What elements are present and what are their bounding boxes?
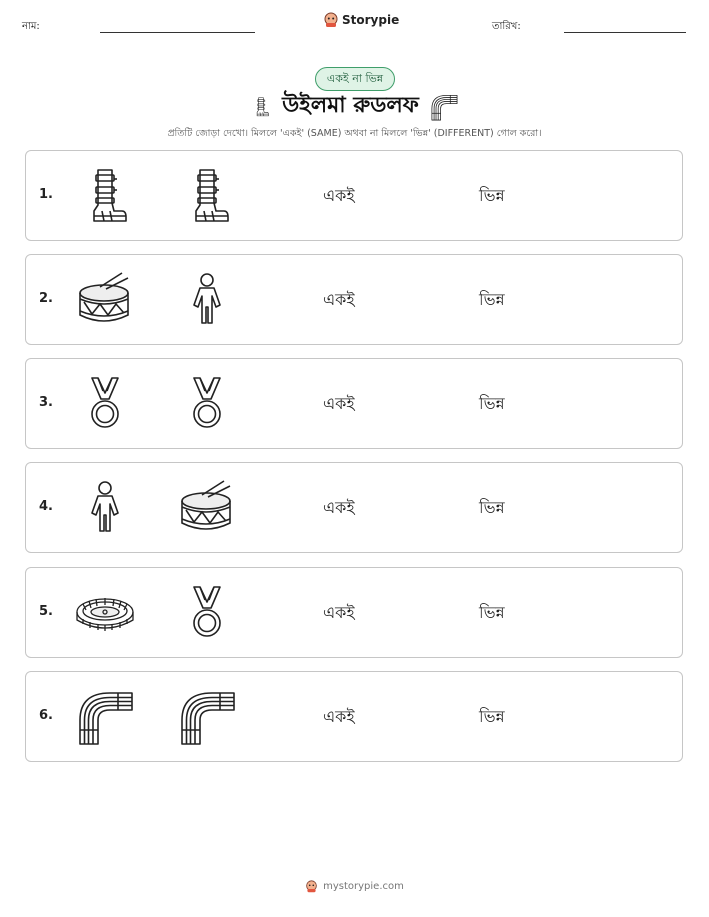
question-number: 3. [39,395,53,410]
question-row [25,254,683,345]
same-option[interactable]: একই [323,394,355,413]
question-row [25,567,683,658]
footer-site: mystorypie.com [323,881,404,892]
storypie-mascot-icon [305,880,318,893]
different-option[interactable]: ভিন্ন [479,603,505,622]
date-label: তারিখ: [492,21,521,32]
brand-name: Storypie [342,13,400,27]
running-track-icon [176,686,238,748]
drum-icon [176,477,238,539]
different-option[interactable]: ভিন্ন [479,290,505,309]
same-option[interactable]: একই [323,707,355,726]
question-row [25,150,683,241]
medal-icon [74,373,136,435]
question-number: 1. [39,187,53,202]
stadium-icon [74,582,136,644]
instructions: প্রতিটি জোড়া দেখো। মিললে 'একই' (SAME) অথবা না মিললে 'ভিন্ন' (DIFFERENT) গোল করো। [167,128,542,139]
running-track-icon [429,92,459,122]
title-row [0,88,709,125]
different-option[interactable]: ভিন্ন [479,707,505,726]
running-track-icon [74,686,136,748]
worksheet-type-badge: একই না ভিন্ন [315,67,395,91]
worksheet-title: উইলমা রুডলফ [282,93,419,118]
name-label: নাম: [22,21,40,32]
footer [0,880,709,893]
same-option[interactable]: একই [323,290,355,309]
date-field[interactable] [564,32,686,33]
question-row [25,358,683,449]
drum-icon [74,269,136,331]
leg-brace-icon [74,165,136,227]
name-field[interactable] [100,32,255,33]
different-option[interactable]: ভিন্ন [479,186,505,205]
question-row [25,462,683,553]
leg-brace-icon [176,165,238,227]
medal-icon [176,582,238,644]
different-option[interactable]: ভিন্ন [479,394,505,413]
question-number: 4. [39,499,53,514]
question-number: 5. [39,604,53,619]
person-icon [74,477,136,539]
question-number: 6. [39,708,53,723]
different-option[interactable]: ভিন্ন [479,498,505,517]
same-option[interactable]: একই [323,498,355,517]
same-option[interactable]: একই [323,186,355,205]
question-number: 2. [39,291,53,306]
same-option[interactable]: একই [323,603,355,622]
question-row [25,671,683,762]
brand-logo [323,12,399,28]
person-icon [176,269,238,331]
leg-brace-icon [250,92,272,122]
storypie-mascot-icon [323,12,339,28]
medal-icon [176,373,238,435]
